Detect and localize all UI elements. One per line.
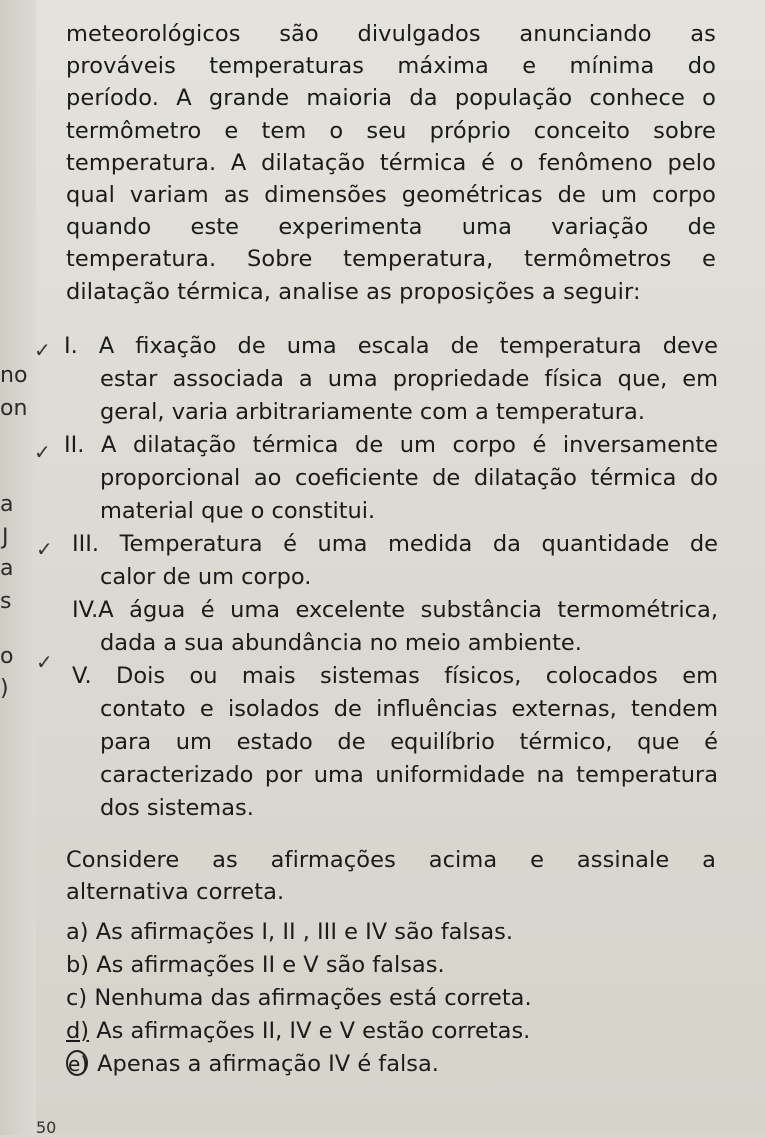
option-letter: d) [66, 1018, 90, 1044]
intro-line: dilatação térmica, analise as proposições a seguir: [66, 278, 641, 305]
proposition-line: calor de um corpo. [100, 564, 312, 590]
check-mark-icon: ✓ [36, 537, 53, 561]
margin-fragment: J [2, 525, 9, 550]
proposition-line: para um estado de equilíbrio térmico, que é [100, 729, 718, 755]
option-letter: c) [66, 985, 88, 1011]
margin-fragment: s [0, 589, 12, 614]
proposition-line: V. Dois ou mais sistemas físicos, colocados em [72, 663, 718, 689]
proposition-line: II. A dilatação térmica de um corpo é inversamente [64, 432, 718, 458]
question-block [66, 844, 716, 1081]
option-text: Nenhuma das afirmações está correta. [94, 985, 532, 1011]
proposition-line: material que o constitui. [100, 498, 376, 524]
proposition-line: caracterizado por uma uniformidade na temperatura [100, 762, 718, 788]
option-letter: a) [66, 919, 89, 945]
bottom-fragment: 50 [36, 1118, 57, 1137]
check-mark-icon: ✓ [34, 338, 51, 362]
option-a[interactable] [66, 916, 716, 949]
proposition-line: IV.A água é uma excelente substância termométrica, [72, 597, 718, 623]
option-letter: b) [66, 952, 90, 978]
intro-line: prováveis temperaturas máxima e mínima do [66, 53, 716, 80]
option-d[interactable] [66, 1015, 716, 1048]
check-mark-icon: ✓ [34, 440, 51, 464]
propositions-list [64, 330, 718, 825]
question-line: alternativa correta. [66, 879, 285, 905]
margin-fragment: o [0, 644, 14, 669]
question-line: Considere as afirmações acima e assinale a [66, 847, 716, 873]
intro-paragraph [66, 18, 716, 308]
option-e[interactable] [66, 1048, 716, 1081]
proposition-i [64, 330, 718, 429]
option-text: As afirmações II, IV e V estão corretas. [96, 1018, 531, 1044]
margin-fragment: no [0, 363, 28, 388]
proposition-line: dos sistemas. [100, 795, 254, 821]
option-b[interactable] [66, 949, 716, 982]
intro-line: temperatura. Sobre temperatura, termômetros e [66, 246, 716, 273]
intro-line: termômetro e tem o seu próprio conceito sobre [66, 117, 716, 144]
margin-fragment: a [0, 492, 14, 517]
intro-line: quando este experimenta uma variação de [66, 214, 716, 241]
proposition-ii [64, 429, 718, 528]
option-letter-circled: e) [68, 1052, 89, 1076]
proposition-v [64, 660, 718, 825]
proposition-line: estar associada a uma propriedade física que, em [100, 366, 718, 392]
proposition-line: III. Temperatura é uma medida da quantidade de [72, 531, 718, 557]
margin-fragment: a [0, 556, 14, 581]
proposition-line: contato e isolados de influências externas, tendem [100, 696, 718, 722]
proposition-line: geral, varia arbitrariamente com a temperatura. [100, 399, 645, 425]
intro-line: temperatura. A dilatação térmica é o fenômeno pelo [66, 149, 716, 176]
proposition-line: proporcional ao coeficiente de dilatação térmica do [100, 465, 718, 491]
option-text: As afirmações II e V são falsas. [96, 952, 445, 978]
proposition-line: I. A fixação de uma escala de temperatura deve [64, 333, 718, 359]
intro-line: qual variam as dimensões geométricas de um corpo [66, 181, 716, 208]
margin-fragment: ) [0, 676, 9, 701]
check-mark-icon: ✓ [36, 650, 53, 674]
proposition-iii [64, 528, 718, 594]
margin-fragment: on [0, 396, 28, 421]
option-text: As afirmações I, II , III e IV são falsas. [95, 919, 514, 945]
option-c[interactable] [66, 982, 716, 1015]
intro-line: meteorológicos são divulgados anunciando as [66, 21, 716, 47]
option-text: Apenas a afirmação IV é falsa. [97, 1051, 439, 1077]
intro-line: período. A grande maioria da população conhece o [66, 85, 716, 112]
proposition-iv [64, 594, 718, 660]
proposition-line: dada a sua abundância no meio ambiente. [100, 630, 582, 656]
